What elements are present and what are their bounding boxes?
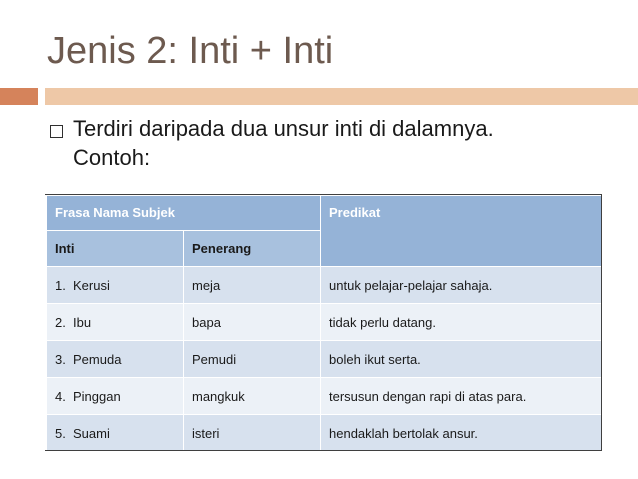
cell-inti <box>47 341 184 378</box>
row-number: 2. <box>55 314 66 330</box>
table-row <box>47 341 602 378</box>
inti-value: Kerusi <box>73 277 110 293</box>
bullet-line-2: Contoh: <box>73 145 151 170</box>
row-number: 5. <box>55 425 66 441</box>
bullet-text <box>73 114 613 172</box>
inti-value: Pemuda <box>73 351 122 367</box>
inti-value: Pinggan <box>73 388 121 404</box>
row-number: 3. <box>55 351 66 367</box>
row-number: 1. <box>55 277 66 293</box>
cell-penerang: Pemudi <box>184 341 321 378</box>
header-subject: Frasa Nama Subjek <box>47 196 321 231</box>
table-row <box>47 378 602 415</box>
table-row <box>47 267 602 304</box>
header-predicate: Predikat <box>321 196 602 267</box>
cell-inti <box>47 304 184 341</box>
cell-inti <box>47 378 184 415</box>
subheader-penerang: Penerang <box>184 231 321 267</box>
table-row <box>47 304 602 341</box>
cell-predikat: tidak perlu datang. <box>321 304 602 341</box>
square-bullet-icon <box>50 125 63 138</box>
cell-penerang: mangkuk <box>184 378 321 415</box>
cell-penerang: meja <box>184 267 321 304</box>
cell-penerang: bapa <box>184 304 321 341</box>
cell-inti <box>47 415 184 452</box>
title-divider-bar <box>45 88 638 105</box>
table-row <box>47 415 602 452</box>
slide-title: Jenis 2: Inti + Inti <box>47 30 334 72</box>
cell-predikat: hendaklah bertolak ansur. <box>321 415 602 452</box>
cell-inti <box>47 267 184 304</box>
row-number: 4. <box>55 388 66 404</box>
inti-value: Suami <box>73 425 110 441</box>
cell-predikat: tersusun dengan rapi di atas para. <box>321 378 602 415</box>
subheader-inti: Inti <box>47 231 184 267</box>
bullet-line-1: Terdiri daripada dua unsur inti di dalamnya. <box>73 116 494 141</box>
cell-penerang: isteri <box>184 415 321 452</box>
frasa-table <box>46 195 602 452</box>
cell-predikat: boleh ikut serta. <box>321 341 602 378</box>
cell-predikat: untuk pelajar-pelajar sahaja. <box>321 267 602 304</box>
title-accent-bar <box>0 88 38 105</box>
inti-value: Ibu <box>73 314 92 330</box>
